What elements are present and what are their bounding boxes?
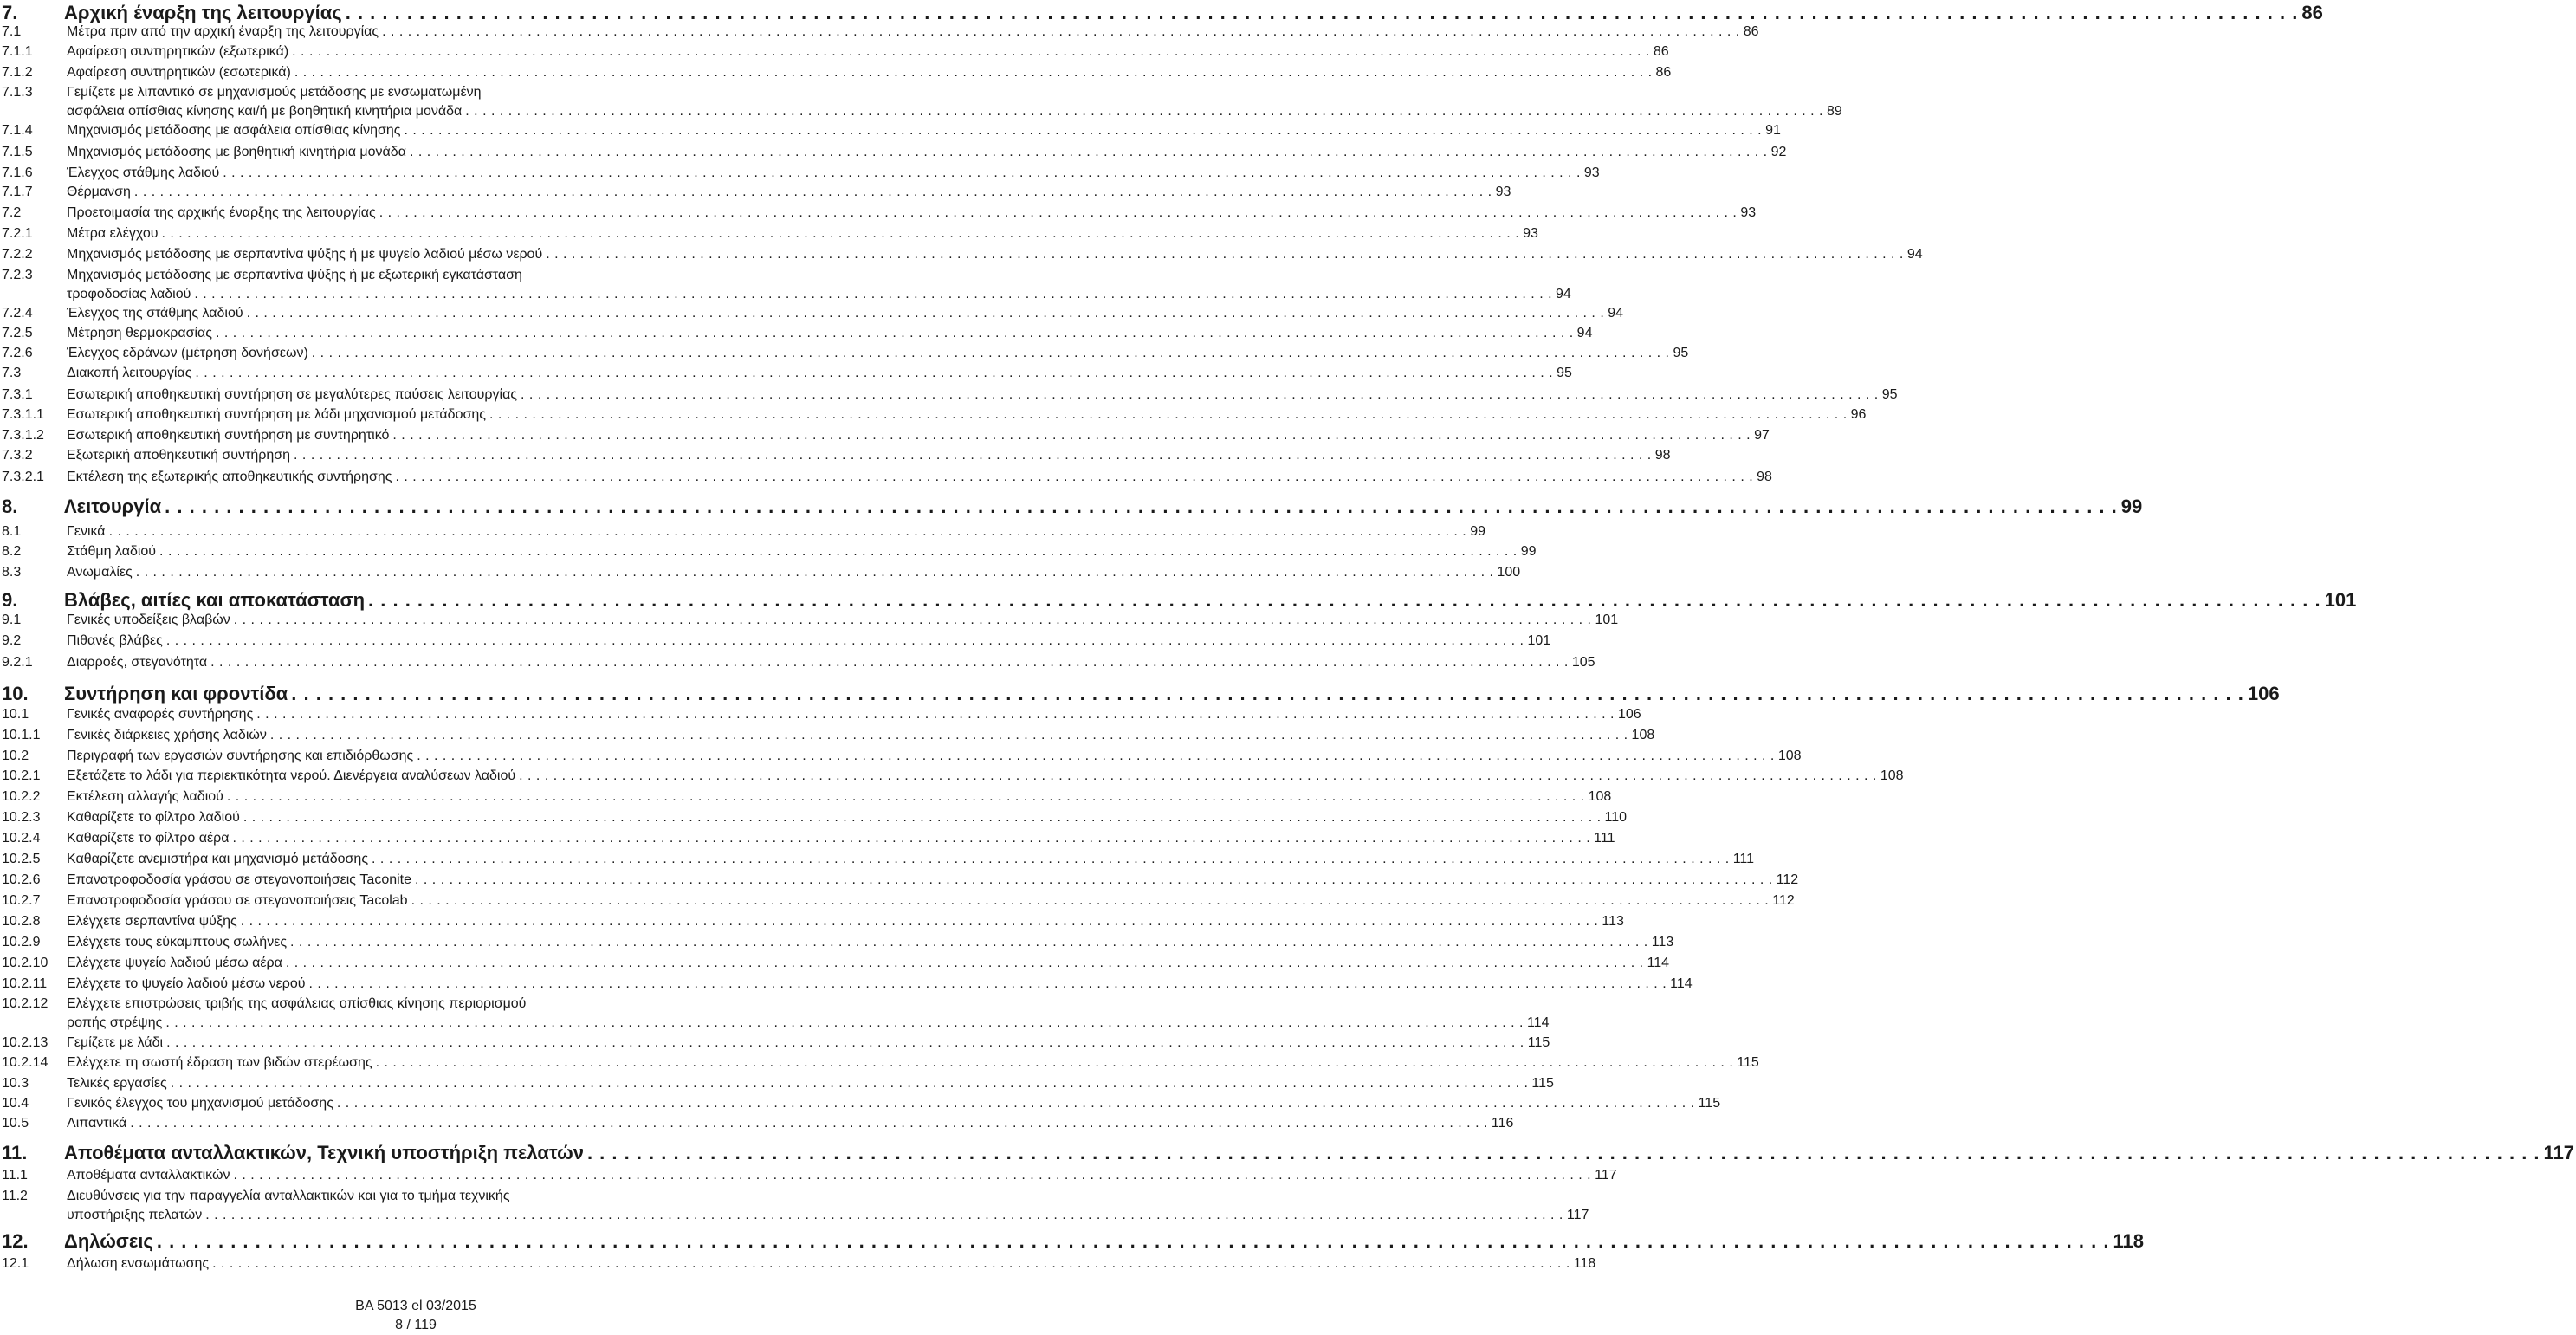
toc-entry[interactable] <box>0 470 1772 487</box>
toc-entry[interactable] <box>0 831 1615 848</box>
toc-entry[interactable] <box>0 1096 1721 1113</box>
toc-entry-page: 114 <box>1526 1015 1550 1030</box>
toc-entry-title: Αφαίρεση συντηρητικών (εξωτερικά) <box>67 44 289 59</box>
toc-entry-title: Καθαρίζετε το φίλτρο λαδιού <box>67 810 240 825</box>
dot-leader <box>130 1116 1488 1131</box>
toc-entry-title: Μηχανισμός μετάδοσης με βοηθητική κινητήρια μονάδα <box>67 145 406 159</box>
toc-chapter-heading[interactable] <box>0 1142 2575 1164</box>
toc-entry-title: Μέτρα ελέγχου <box>67 226 159 241</box>
toc-entry[interactable] <box>0 893 1795 911</box>
toc-entry-page: 106 <box>2247 683 2280 704</box>
toc-entry-number: 7.2.4 <box>2 306 33 321</box>
toc-entry-number: 10.2.5 <box>2 852 41 866</box>
toc-entry-number: 9.2.1 <box>2 655 33 670</box>
toc-entry[interactable] <box>0 165 1600 183</box>
toc-entry-number: 12. <box>2 1230 29 1252</box>
toc-entry-number: 11. <box>2 1142 28 1163</box>
dot-leader <box>521 387 1879 403</box>
toc-entry-title: Επανατροφοδοσία γράσου σε στεγανοποιήσεις Tacolab <box>67 893 408 908</box>
toc-entry-page: 93 <box>1583 165 1600 180</box>
toc-entry-first-line <box>0 268 832 285</box>
toc-entry-page: 113 <box>1602 914 1624 929</box>
toc-entry-page: 101 <box>2324 589 2357 611</box>
toc-entry-page: 114 <box>1670 976 1693 991</box>
dot-leader <box>294 65 1653 81</box>
toc-entry-page: 95 <box>1881 387 1898 402</box>
toc-entry-number: 7.3 <box>2 366 22 380</box>
toc-entry-page: 86 <box>2301 2 2323 23</box>
toc-entry[interactable] <box>0 749 1802 766</box>
toc-entry-page: 89 <box>1826 104 1842 119</box>
toc-entry-title: Γενικές διάρκειες χρήσης λαδιών <box>67 728 267 742</box>
toc-entry-page: 86 <box>1655 65 1672 80</box>
toc-entry[interactable] <box>0 935 1674 952</box>
toc-entry-number: 10.2.1 <box>2 768 41 783</box>
toc-entry-number: 10. <box>2 683 29 704</box>
toc-entry-number: 10.2.6 <box>2 872 41 887</box>
toc-entry-page: 115 <box>1737 1055 1759 1070</box>
dot-leader <box>410 145 1768 160</box>
toc-entry-number: 7.1.7 <box>2 185 33 199</box>
toc-entry-number: 10.4 <box>2 1096 29 1111</box>
toc-entry-title: Εξετάζετε το λάδι για περιεκτικότητα νερού. Διενέργεια αναλύσεων λαδιού <box>67 768 516 783</box>
toc-entry[interactable] <box>0 976 1693 994</box>
toc-entry-page: 91 <box>1765 123 1781 138</box>
toc-entry-title: Έλεγχος στάθμης λαδιού <box>67 165 220 180</box>
dot-leader <box>392 428 1751 444</box>
toc-entry-title: Δηλώσεις <box>64 1230 153 1252</box>
dot-leader <box>159 544 1518 560</box>
toc-entry-title: Περιγραφή των εργασιών συντήρησης και επιδιόρθωσης <box>67 749 414 763</box>
toc-entry[interactable] <box>0 544 1537 561</box>
dot-leader <box>256 707 1615 723</box>
toc-entry-page: 105 <box>1571 655 1595 670</box>
document-reference: BA 5013 el 03/2015 <box>355 1299 476 1313</box>
toc-entry-number: 7.3.1 <box>2 387 33 402</box>
dot-leader <box>165 496 2118 518</box>
toc-entry[interactable] <box>0 65 1672 82</box>
toc-entry-page: 112 <box>1772 893 1795 908</box>
toc-entry-number: 7. <box>2 2 18 23</box>
toc-entry-title: υποστήριξης πελατών <box>67 1208 203 1222</box>
toc-entry[interactable] <box>0 1116 1514 1133</box>
toc-entry[interactable] <box>0 326 1593 343</box>
toc-entry[interactable] <box>0 104 1842 121</box>
toc-entry-number: 11.2 <box>2 1189 28 1203</box>
toc-entry-page: 97 <box>1754 428 1770 443</box>
toc-chapter-heading[interactable] <box>0 683 2280 705</box>
toc-entry-page: 116 <box>1491 1116 1514 1131</box>
dot-leader <box>292 44 1650 60</box>
toc-entry-number: 7.1 <box>2 24 22 39</box>
toc-entry-first-line <box>0 85 832 102</box>
toc-entry-page: 101 <box>1527 633 1551 648</box>
dot-leader <box>243 810 1602 826</box>
toc-entry[interactable] <box>0 728 1655 745</box>
toc-entry-page: 115 <box>1698 1096 1721 1111</box>
toc-entry-page: 99 <box>1520 544 1537 559</box>
toc-entry-number: 7.3.2 <box>2 448 33 463</box>
toc-entry-number: 7.2.6 <box>2 346 33 360</box>
toc-entry-title: Εξωτερική αποθηκευτική συντήρηση <box>67 448 291 463</box>
toc-entry[interactable] <box>0 789 1612 807</box>
toc-entry-page: 118 <box>1573 1256 1596 1271</box>
toc-entry-page: 112 <box>1776 872 1799 887</box>
toc-entry-page: 93 <box>1523 226 1538 241</box>
toc-entry-page: 99 <box>1470 524 1486 539</box>
toc-entry-title: Συντήρηση και φροντίδα <box>64 683 288 704</box>
toc-entry-page: 93 <box>1495 185 1511 199</box>
dot-leader <box>382 24 1740 40</box>
toc-entry-number: 7.2.2 <box>2 247 33 262</box>
toc-entry-title: Μηχανισμός μετάδοσης με ασφάλεια οπίσθιας κίνησης <box>67 123 401 138</box>
dot-leader <box>241 914 1599 930</box>
toc-entry-title: ροπής στρέψης <box>67 1015 163 1030</box>
toc-entry-number: 7.2.1 <box>2 226 33 241</box>
toc-entry[interactable] <box>0 287 1571 304</box>
toc-entry-number: 10.2.12 <box>2 996 49 1011</box>
dot-leader <box>411 893 1770 909</box>
toc-entry-page: 111 <box>1594 831 1615 846</box>
toc-entry-title-line1: Ελέγχετε επιστρώσεις τριβής της ασφάλειας οπίσθιας κίνησης περιορισμού <box>67 996 527 1011</box>
dot-leader <box>417 749 1775 764</box>
toc-entry-title: Αποθέματα ανταλλακτικών, Τεχνική υποστήριξη πελατών <box>64 1142 584 1163</box>
dot-leader <box>291 683 2244 705</box>
toc-entry-page: 92 <box>1770 145 1787 159</box>
toc-entry-number: 10.2.10 <box>2 956 49 970</box>
toc-entry-number: 10.2.3 <box>2 810 41 825</box>
dot-leader <box>205 1208 1563 1223</box>
toc-entry-page: 86 <box>1743 24 1759 39</box>
toc-entry[interactable] <box>0 185 1511 202</box>
toc-entry-number: 10.2.14 <box>2 1055 49 1070</box>
toc-entry-title-line1: Γεμίζετε με λιπαντικό σε μηχανισμούς μετάδοσης με ενσωματωμένη <box>67 85 482 100</box>
toc-entry[interactable] <box>0 1256 1596 1273</box>
dot-leader <box>195 366 1553 381</box>
dot-leader <box>233 1168 1591 1183</box>
toc-entry-page: 115 <box>1531 1076 1554 1091</box>
dot-leader <box>404 123 1762 139</box>
toc-entry[interactable] <box>0 145 1787 162</box>
toc-entry-title: Γενικές αναφορές συντήρησης <box>67 707 254 722</box>
toc-entry[interactable] <box>0 448 1671 465</box>
toc-entry-title: Γενικά <box>67 524 106 539</box>
dot-leader <box>346 2 2299 24</box>
toc-entry-title: Μέτρα πριν από την αρχική έναρξη της λειτουργίας <box>67 24 379 39</box>
dot-leader <box>415 872 1773 888</box>
toc-entry-page: 108 <box>1631 728 1655 742</box>
toc-entry-number: 7.1.3 <box>2 85 33 100</box>
toc-entry-page: 96 <box>1850 407 1867 422</box>
toc-entry-number: 10.2.4 <box>2 831 41 846</box>
toc-entry[interactable] <box>0 914 1624 931</box>
toc-entry-title: Μηχανισμός μετάδοσης με σερπαντίνα ψύξης ή με ψυγείο λαδιού μέσω νερού <box>67 247 543 262</box>
toc-entry-title-line1: Μηχανισμός μετάδοσης με σερπαντίνα ψύξης ή με εξωτερική εγκατάσταση <box>67 268 522 282</box>
dot-leader <box>395 470 1753 485</box>
toc-entry-title: Γεμίζετε με λάδι <box>67 1035 164 1050</box>
toc-entry-title: Δήλωση ενσωμάτωσης <box>67 1256 210 1271</box>
toc-entry[interactable] <box>0 226 1538 243</box>
dot-leader <box>546 247 1904 262</box>
toc-entry-number: 8. <box>2 496 18 517</box>
toc-entry-page: 98 <box>1654 448 1671 463</box>
dot-leader <box>216 326 1574 341</box>
toc-entry-title: Βλάβες, αιτίες και αποκατάσταση <box>64 589 366 611</box>
toc-entry[interactable] <box>0 1055 1759 1073</box>
toc-entry-title: ασφάλεια οπίσθιας κίνησης και/ή με βοηθητική κινητήρια μονάδα <box>67 104 463 119</box>
toc-entry-title: Καθαρίζετε το φίλτρο αέρα <box>67 831 230 846</box>
toc-entry-page: 113 <box>1651 935 1674 949</box>
toc-entry-title: Ελέγχετε τους εύκαμπτους σωλήνες <box>67 935 288 949</box>
toc-entry-page: 111 <box>1732 852 1755 866</box>
toc-entry-title: Αποθέματα ανταλλακτικών <box>67 1168 230 1183</box>
toc-entry[interactable] <box>0 612 1619 630</box>
toc-entry-number: 7.1.4 <box>2 123 33 138</box>
toc-chapter-heading[interactable] <box>0 1230 2144 1253</box>
toc-entry[interactable] <box>0 852 1755 869</box>
toc-entry[interactable] <box>0 428 1770 445</box>
toc-entry[interactable] <box>0 1015 1550 1033</box>
dot-leader <box>136 565 1494 580</box>
toc-entry-number: 12.1 <box>2 1256 29 1271</box>
toc-entry-title: Καθαρίζετε ανεμιστήρα και μηχανισμό μετάδοσης <box>67 852 369 866</box>
toc-entry[interactable] <box>0 24 1759 42</box>
toc-entry[interactable] <box>0 768 1904 786</box>
dot-leader <box>290 935 1648 950</box>
dot-leader <box>210 655 1569 671</box>
toc-entry-page: 114 <box>1647 956 1670 970</box>
dot-leader <box>379 205 1738 221</box>
dot-leader <box>519 768 1877 784</box>
toc-entry-page: 94 <box>1608 306 1624 321</box>
toc-entry[interactable] <box>0 956 1670 973</box>
dot-leader <box>286 956 1644 971</box>
toc-entry[interactable] <box>0 810 1628 827</box>
toc-entry-number: 10.2.2 <box>2 789 41 804</box>
toc-entry-page: 94 <box>1906 247 1923 262</box>
toc-entry-number: 7.1.5 <box>2 145 33 159</box>
toc-entry-number: 10.3 <box>2 1076 29 1091</box>
toc-entry-number: 7.1.1 <box>2 44 33 59</box>
toc-entry-page: 95 <box>1673 346 1689 360</box>
toc-entry-title: Εκτέλεση αλλαγής λαδιού <box>67 789 223 804</box>
dot-leader <box>234 612 1592 628</box>
toc-entry[interactable] <box>0 205 1757 223</box>
dot-leader <box>368 589 2321 612</box>
toc-entry-page: 94 <box>1556 287 1571 301</box>
toc-entry-title: Εσωτερική αποθηκευτική συντήρηση με λάδι μηχανισμού μετάδοσης <box>67 407 486 422</box>
toc-entry[interactable] <box>0 123 1781 140</box>
toc-entry[interactable] <box>0 306 1624 323</box>
toc-entry[interactable] <box>0 565 1521 582</box>
toc-entry-page: 101 <box>1595 612 1619 627</box>
toc-entry-number: 10.2 <box>2 749 29 763</box>
dot-leader <box>587 1142 2540 1164</box>
toc-entry-page: 93 <box>1740 205 1757 220</box>
dot-leader <box>134 185 1492 200</box>
toc-entry[interactable] <box>0 633 1551 651</box>
toc-entry-title: Γενικές υποδείξεις βλαβών <box>67 612 230 627</box>
dot-leader <box>227 789 1585 805</box>
dot-leader <box>372 852 1730 867</box>
toc-chapter-heading[interactable] <box>0 496 2143 518</box>
dot-leader <box>157 1230 2110 1253</box>
dot-leader <box>194 287 1552 302</box>
toc-entry[interactable] <box>0 1168 1617 1185</box>
toc-entry-title: Ελέγχετε ψυγείο λαδιού μέσω αέρα <box>67 956 282 970</box>
toc-entry-number: 9. <box>2 589 18 611</box>
toc-chapter-heading[interactable] <box>0 589 2357 612</box>
dot-leader <box>312 346 1670 361</box>
toc-entry-number: 10.1 <box>2 707 29 722</box>
dot-leader <box>165 1015 1524 1031</box>
dot-leader <box>337 1096 1695 1111</box>
dot-leader <box>232 831 1590 846</box>
toc-entry-number: 10.5 <box>2 1116 29 1131</box>
toc-entry-title: Διαρροές, στεγανότητα <box>67 655 208 670</box>
toc-entry-title: Ελέγχετε σερπαντίνα ψύξης <box>67 914 237 929</box>
toc-entry-title: Προετοιμασία της αρχικής έναρξης της λειτουργίας <box>67 205 376 220</box>
toc-entry-title: Πιθανές βλάβες <box>67 633 163 648</box>
toc-entry-page: 117 <box>1595 1168 1617 1183</box>
toc-entry-number: 10.2.7 <box>2 893 41 908</box>
toc-entry-title: Γενικός έλεγχος του μηχανισμού μετάδοσης <box>67 1096 333 1111</box>
toc-entry-number: 7.1.2 <box>2 65 33 80</box>
toc-entry-title: Ελέγχετε το ψυγείο λαδιού μέσω νερού <box>67 976 306 991</box>
toc-entry-title: Αρχική έναρξη της λειτουργίας <box>64 2 342 23</box>
dot-leader <box>308 976 1667 992</box>
toc-entry-number: 10.2.9 <box>2 935 41 949</box>
toc-entry-number: 7.3.2.1 <box>2 470 44 484</box>
toc-entry-page: 94 <box>1576 326 1593 340</box>
toc-entry[interactable] <box>0 872 1799 890</box>
toc-entry-title: Εσωτερική αποθηκευτική συντήρηση σε μεγαλύτερες παύσεις λειτουργίας <box>67 387 518 402</box>
toc-entry-page: 100 <box>1497 565 1521 580</box>
toc-entry-title-line1: Διευθύνσεις για την παραγγελία ανταλλακτικών και για το τμήμα τεχνικής <box>67 1189 510 1203</box>
toc-entry-first-line <box>0 996 832 1014</box>
toc-entry-title: Εσωτερική αποθηκευτική συντήρηση με συντηρητικό <box>67 428 390 443</box>
toc-entry-number: 10.2.11 <box>2 976 48 991</box>
toc-entry-number: 7.2.5 <box>2 326 33 340</box>
toc-entry[interactable] <box>0 1076 1554 1093</box>
dot-leader <box>465 104 1823 120</box>
toc-entry-number: 7.1.6 <box>2 165 33 180</box>
toc-entry-number: 8.2 <box>2 544 22 559</box>
dot-leader <box>212 1256 1570 1272</box>
toc-entry-title: Ελέγχετε τη σωστή έδραση των βιδών στερέωσης <box>67 1055 372 1070</box>
toc-entry[interactable] <box>0 1035 1550 1053</box>
dot-leader <box>270 728 1628 743</box>
toc-entry-title: Έλεγχος εδράνων (μέτρηση δονήσεων) <box>67 346 308 360</box>
toc-entry-title: Θέρμανση <box>67 185 131 199</box>
dot-leader <box>171 1076 1529 1092</box>
dot-leader <box>376 1055 1734 1071</box>
toc-entry-page: 117 <box>1566 1208 1589 1222</box>
toc-entry-page: 108 <box>1588 789 1612 804</box>
toc-entry-number: 7.2.3 <box>2 268 33 282</box>
dot-leader <box>223 165 1581 181</box>
toc-entry-page: 118 <box>2113 1230 2144 1252</box>
toc-entry-number: 7.3.1.2 <box>2 428 44 443</box>
toc-entry-page: 108 <box>1880 768 1904 783</box>
toc-entry-number: 9.2 <box>2 633 22 648</box>
toc-entry-number: 10.2.13 <box>2 1035 49 1050</box>
toc-entry[interactable] <box>0 44 1669 62</box>
toc-entry-title: Διακοπή λειτουργίας <box>67 366 192 380</box>
dot-leader <box>166 633 1524 649</box>
dot-leader <box>166 1035 1524 1051</box>
toc-entry-title: Τελικές εργασίες <box>67 1076 167 1091</box>
toc-entry-number: 7.2 <box>2 205 22 220</box>
toc-entry[interactable] <box>0 346 1689 363</box>
page-number: 8 / 119 <box>395 1318 437 1332</box>
toc-entry-page: 95 <box>1557 366 1572 380</box>
page-footer <box>0 1297 832 1335</box>
toc-entry-page: 106 <box>1617 707 1641 722</box>
toc-entry-page: 110 <box>1604 810 1628 825</box>
toc-entry-number: 8.1 <box>2 524 22 539</box>
toc-entry[interactable] <box>0 387 1898 405</box>
dot-leader <box>489 407 1848 423</box>
dot-leader <box>247 306 1605 321</box>
toc-entry-title: Λιπαντικά <box>67 1116 127 1131</box>
toc-chapter-heading[interactable] <box>0 2 2323 24</box>
toc-entry-title: Έλεγχος της στάθμης λαδιού <box>67 306 243 321</box>
toc-entry-number: 11.1 <box>2 1168 28 1183</box>
toc-entry-title: Επανατροφοδοσία γράσου σε στεγανοποιήσεις Taconite <box>67 872 412 887</box>
toc-entry-first-line <box>0 1189 832 1206</box>
toc-entry-title: Εκτέλεση της εξωτερικής αποθηκευτικής συντήρησης <box>67 470 392 484</box>
toc-entry-title: Στάθμη λαδιού <box>67 544 157 559</box>
toc-entry-page: 108 <box>1777 749 1802 763</box>
dot-leader <box>161 226 1519 242</box>
toc-entry-page: 99 <box>2120 496 2143 517</box>
toc-entry[interactable] <box>0 524 1486 541</box>
toc-entry[interactable] <box>0 366 1572 383</box>
toc-entry[interactable] <box>0 1208 1589 1225</box>
toc-entry-number: 7.3.1.1 <box>2 407 44 422</box>
toc-entry[interactable] <box>0 655 1595 672</box>
dot-leader <box>109 524 1467 540</box>
toc-entry-title: τροφοδοσίας λαδιού <box>67 287 191 301</box>
toc-entry-page: 117 <box>2543 1142 2575 1163</box>
toc-entry-number: 10.2.8 <box>2 914 41 929</box>
toc-entry-number: 8.3 <box>2 565 22 580</box>
toc-entry-title: Ανωμαλίες <box>67 565 133 580</box>
toc-entry-title: Λειτουργία <box>64 496 162 517</box>
toc-entry-number: 9.1 <box>2 612 22 627</box>
toc-entry-page: 86 <box>1653 44 1669 59</box>
toc-entry-number: 10.1.1 <box>2 728 41 742</box>
toc-entry[interactable] <box>0 247 1923 264</box>
toc-entry[interactable] <box>0 707 1641 724</box>
toc-entry-page: 115 <box>1527 1035 1550 1050</box>
toc-entry[interactable] <box>0 407 1867 424</box>
dot-leader <box>294 448 1652 463</box>
toc-entry-title: Αφαίρεση συντηρητικών (εσωτερικά) <box>67 65 291 80</box>
toc-entry-title: Μέτρηση θερμοκρασίας <box>67 326 212 340</box>
toc-entry-page: 98 <box>1757 470 1772 484</box>
